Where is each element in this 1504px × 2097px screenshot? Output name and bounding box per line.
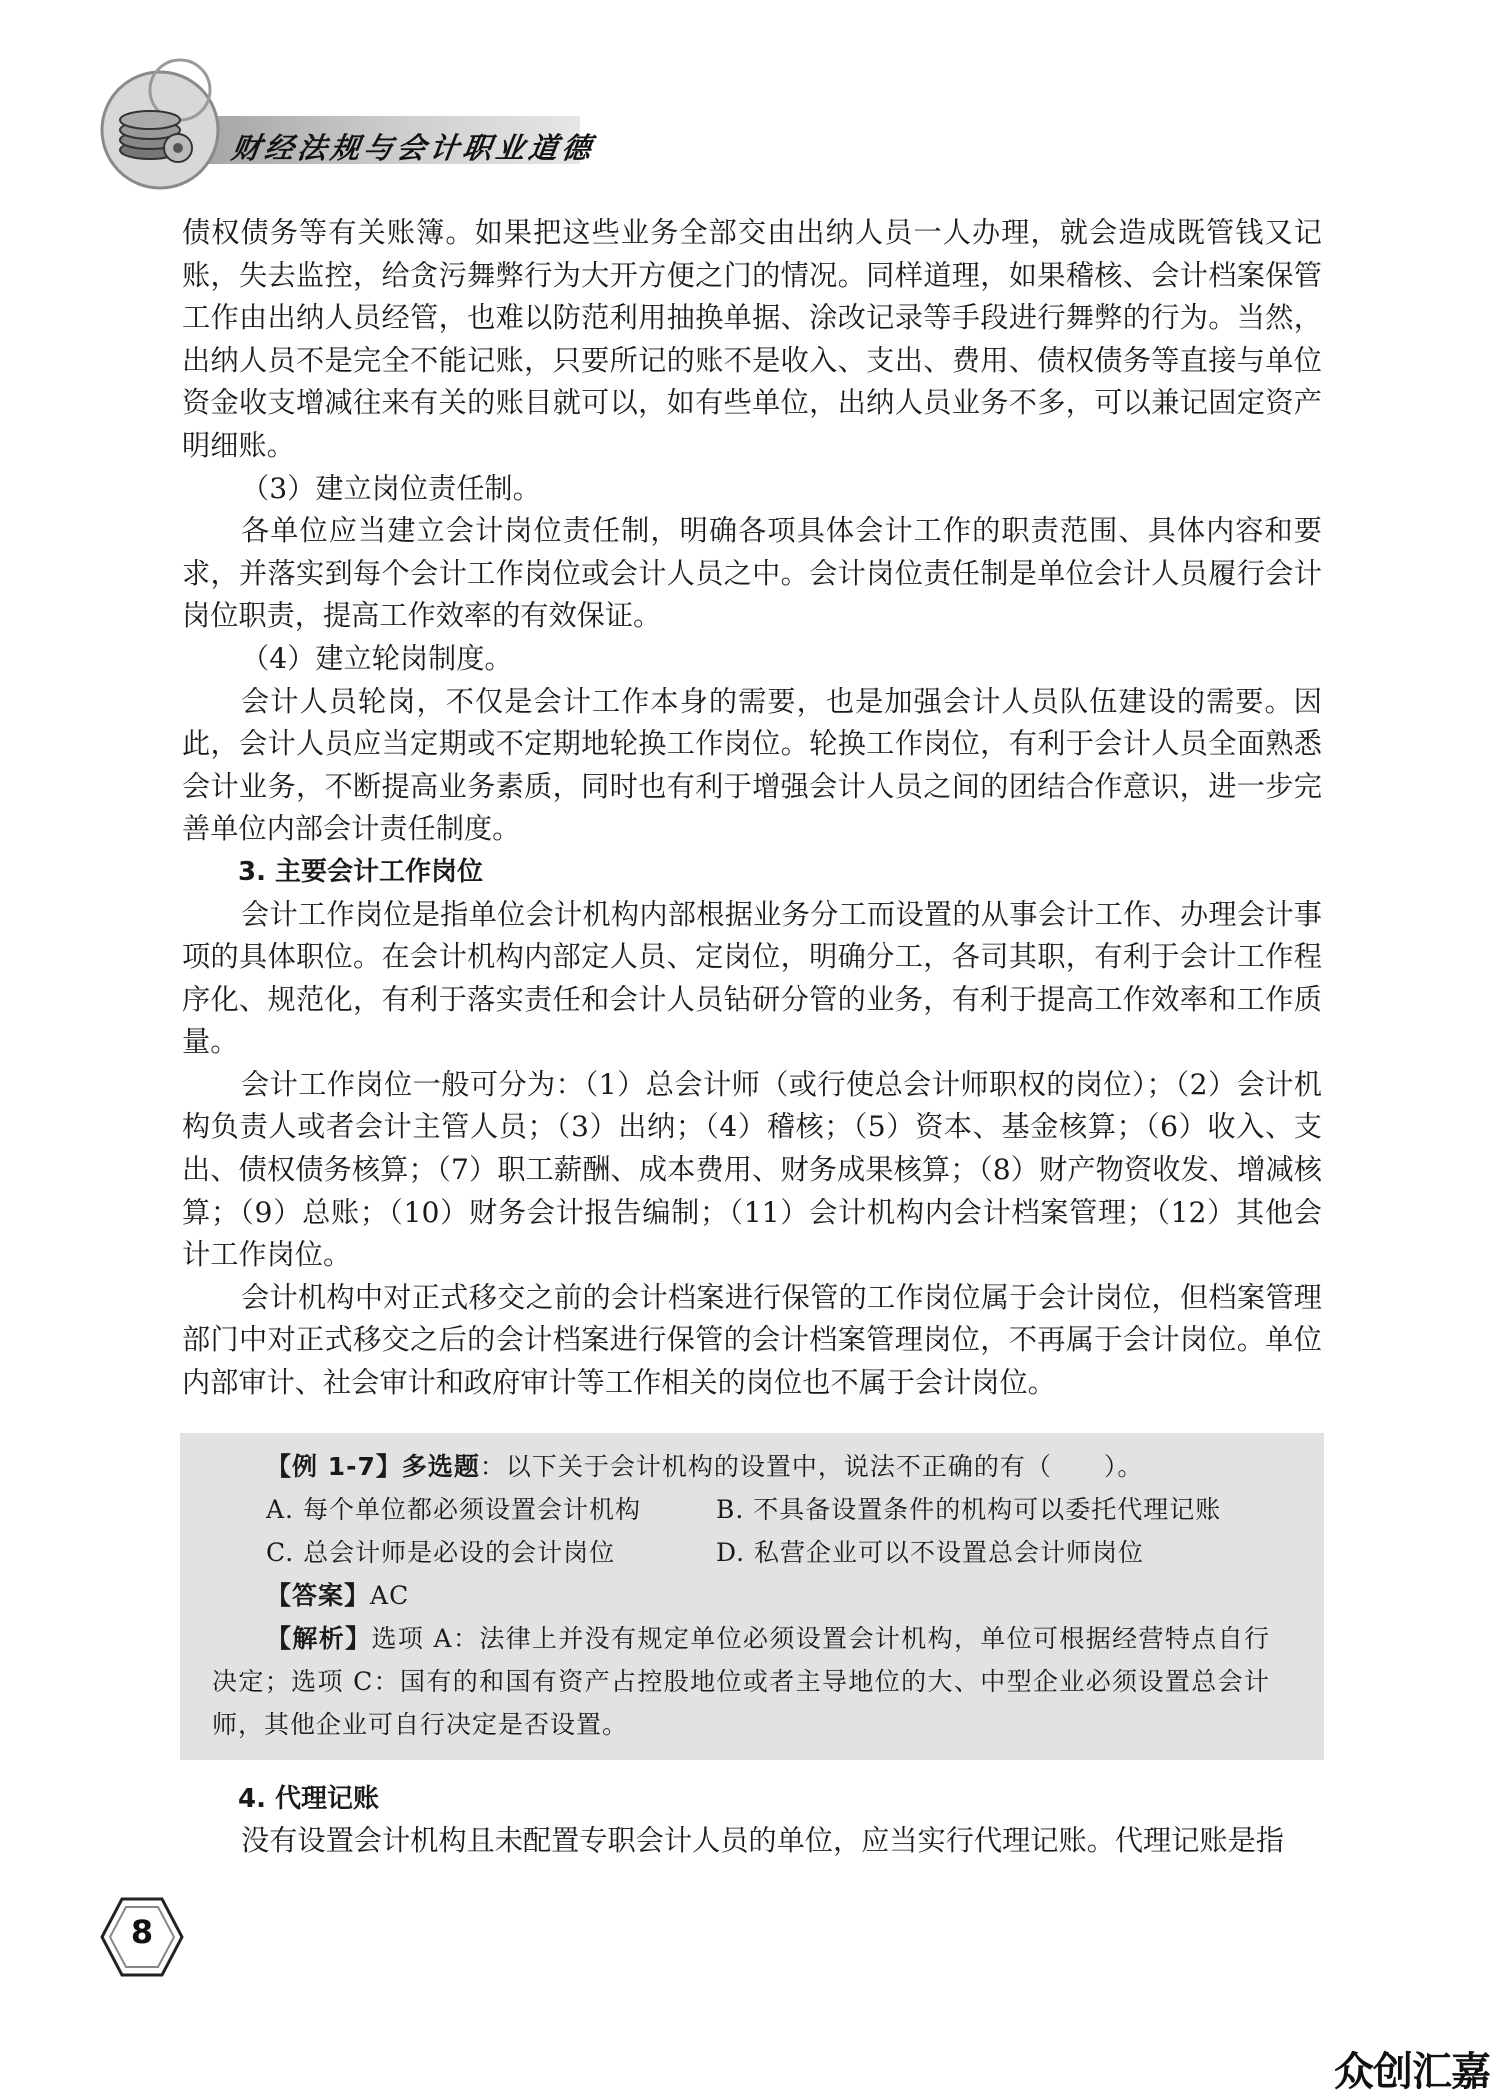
example-box xyxy=(180,1433,1324,1760)
analysis-tag: 【解析】 xyxy=(266,1623,372,1653)
answer-value: AC xyxy=(370,1580,410,1610)
paragraph-5: 会计工作岗位一般可分为：（1）总会计师（或行使总会计师职权的岗位）；（2）会计机构负责人或者会计主管人员；（3）出纳；（4）稽核；（5）资本、基金核算；（6）收入、支出、债权债务核算；（7）职工薪酬、成本费用、财务成果核算；（8）财产物资收发、增减核算；（9）总账；（10）财务会计报告编制；（11）会计机构内会计档案管理；（12）其他会计工作岗位。 xyxy=(182,1067,1322,1272)
header-decoration xyxy=(0,0,600,200)
subheading-4: （4）建立轮岗制度。 xyxy=(241,641,513,675)
option-b: B. 不具备设置条件的机构可以委托代理记账 xyxy=(716,1494,1222,1524)
option-c: C. 总会计师是必设的会计岗位 xyxy=(266,1537,616,1567)
paragraph-1: 债权债务等有关账簿。如果把这些业务全部交由出纳人员一人办理，就会造成既管钱又记账，失去监控，给贪污舞弊行为大开方便之门的情况。同样道理，如果稽核、会计档案保管工作由出纳人员经管，也难以防范利用抽换单据、涂改记录等手段进行舞弊的行为。当然，出纳人员不是完全不能记账，只要所记的账不是收入、支出、费用、债权债务等直接与单位资金收支增减往来有关的账目就可以，如有些单位，出纳人员业务不多，可以兼记固定资产明细账。 xyxy=(182,216,1322,462)
paragraph-6: 会计机构中对正式移交之前的会计档案进行保管的工作岗位属于会计岗位，但档案管理部门中对正式移交之后的会计档案进行保管的会计档案管理岗位，不再属于会计岗位。单位内部审计、社会审计和政府审计等工作相关的岗位也不属于会计岗位。 xyxy=(182,1280,1322,1400)
page-number: 8 xyxy=(130,1913,154,1951)
section-heading-4: 4. 代理记账 xyxy=(238,1783,380,1814)
watermark: 众创汇嘉 xyxy=(1334,2049,1490,2095)
question-text: ：以下关于会计机构的设置中，说法不正确的有（ ）。 xyxy=(479,1451,1144,1481)
section-heading-3: 3. 主要会计工作岗位 xyxy=(238,856,484,887)
page-content xyxy=(182,212,1322,1863)
subheading-3: （3）建立岗位责任制。 xyxy=(241,471,541,505)
option-d: D. 私营企业可以不设置总会计师岗位 xyxy=(716,1537,1145,1567)
example-tag: 【例 1-7】 xyxy=(266,1451,402,1481)
question-type: 多选题 xyxy=(401,1451,480,1481)
book-title: 财经法规与会计职业道德 xyxy=(229,131,598,165)
paragraph-2: 各单位应当建立会计岗位责任制，明确各项具体会计工作的职责范围、具体内容和要求，并落实到每个会计工作岗位或会计人员之中。会计岗位责任制是单位会计人员履行会计岗位职责，提高工作效率的有效保证。 xyxy=(182,514,1322,633)
paragraph-7: 没有设置会计机构且未配置专职会计人员的单位，应当实行代理记账。代理记账是指 xyxy=(241,1824,1284,1858)
paragraph-4: 会计工作岗位是指单位会计机构内部根据业务分工而设置的从事会计工作、办理会计事项的具体职位。在会计机构内部定人员、定岗位，明确分工，各司其职，有利于会计工作程序化、规范化，有利于落实责任和会计人员钻研分管的业务，有利于提高工作效率和工作质量。 xyxy=(182,897,1322,1059)
page-header xyxy=(0,0,1504,200)
answer-line xyxy=(212,1574,1270,1617)
paragraph-3: 会计人员轮岗，不仅是会计工作本身的需要，也是加强会计人员队伍建设的需要。因此，会计人员应当定期或不定期地轮换工作岗位。轮换工作岗位，有利于会计人员全面熟悉会计业务，不断提高业务素质，同时也有利于增强会计人员之间的团结合作意识，进一步完善单位内部会计责任制度。 xyxy=(182,684,1322,846)
page-number-badge xyxy=(100,1895,184,1979)
options-row-2 xyxy=(212,1531,1270,1574)
answer-tag: 【答案】 xyxy=(266,1580,371,1610)
analysis-line xyxy=(212,1617,1270,1746)
example-question xyxy=(212,1445,1270,1488)
options-row-1 xyxy=(212,1488,1270,1531)
option-a: A. 每个单位都必须设置会计机构 xyxy=(266,1494,641,1524)
analysis-text: 选项 A：法律上并没有规定单位必须设置会计机构，单位可根据经营特点自行决定；选项 C：国有的和国有资产占控股地位或者主导地位的大、中型企业必须设置总会计师，其他企业可自行决定是否设置。 xyxy=(212,1623,1270,1739)
